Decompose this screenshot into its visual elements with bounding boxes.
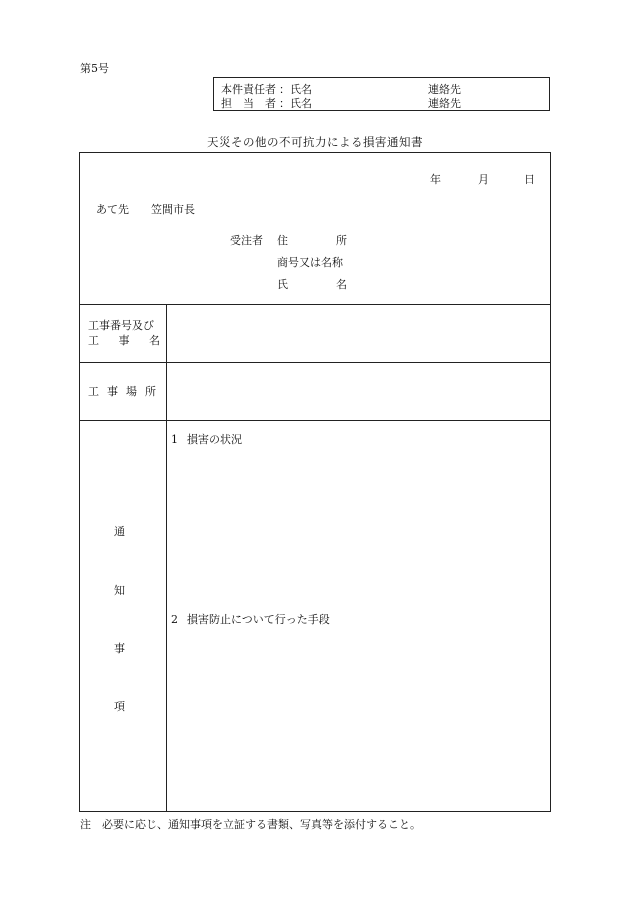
section-damage-prevention: 2 損害防止について行った手段 xyxy=(171,613,330,626)
addressee-name: 笠間市長 xyxy=(151,203,195,216)
notice-form-table xyxy=(79,152,551,812)
work-place-label: 工 事 場 所 xyxy=(88,385,156,398)
contact-name-label: 氏名 xyxy=(290,83,312,96)
contact-sep: ： xyxy=(279,83,290,96)
section-damage-status: 1 損害の状況 xyxy=(171,433,242,446)
date-year: 年 xyxy=(430,173,441,186)
contact-tel-label: 連絡先 xyxy=(428,97,461,110)
contact-box xyxy=(213,77,550,111)
form-number: 第5号 xyxy=(80,62,109,75)
date-day: 日 xyxy=(524,173,535,186)
work-number-name-label: 工事番号及び 工 事 名 xyxy=(88,319,160,347)
contact-sep: ： xyxy=(279,97,290,110)
addressee xyxy=(96,201,195,217)
date-month: 月 xyxy=(478,173,489,186)
divider xyxy=(80,362,550,363)
footnote: 注 必要に応じ、通知事項を立証する書類、写真等を添付すること。 xyxy=(80,818,421,831)
contractor-address-label: 住 所 xyxy=(277,234,347,247)
contact-name-label: 氏名 xyxy=(290,97,312,110)
divider xyxy=(80,420,550,421)
contact-label: 本件責任者 xyxy=(221,83,276,96)
divider xyxy=(80,304,550,305)
contact-label: 担 当 者 xyxy=(221,97,276,110)
label-column-divider xyxy=(166,304,167,811)
contact-tel-label: 連絡先 xyxy=(428,83,461,96)
contact-row-staff xyxy=(221,95,461,111)
contractor-company-label: 商号又は名称 xyxy=(277,256,343,269)
notice-items-label-char: 知 xyxy=(114,584,125,597)
notice-items-label-char: 項 xyxy=(114,700,125,713)
document-title: 天災その他の不可抗力による損害通知書 xyxy=(207,135,423,149)
contractor-label: 受注者 xyxy=(230,234,263,247)
notice-items-label-char: 通 xyxy=(114,525,125,538)
notice-items-label-char: 事 xyxy=(114,642,125,655)
contractor-person-label: 氏 名 xyxy=(277,278,347,291)
addressee-label: あて先 xyxy=(96,203,129,216)
